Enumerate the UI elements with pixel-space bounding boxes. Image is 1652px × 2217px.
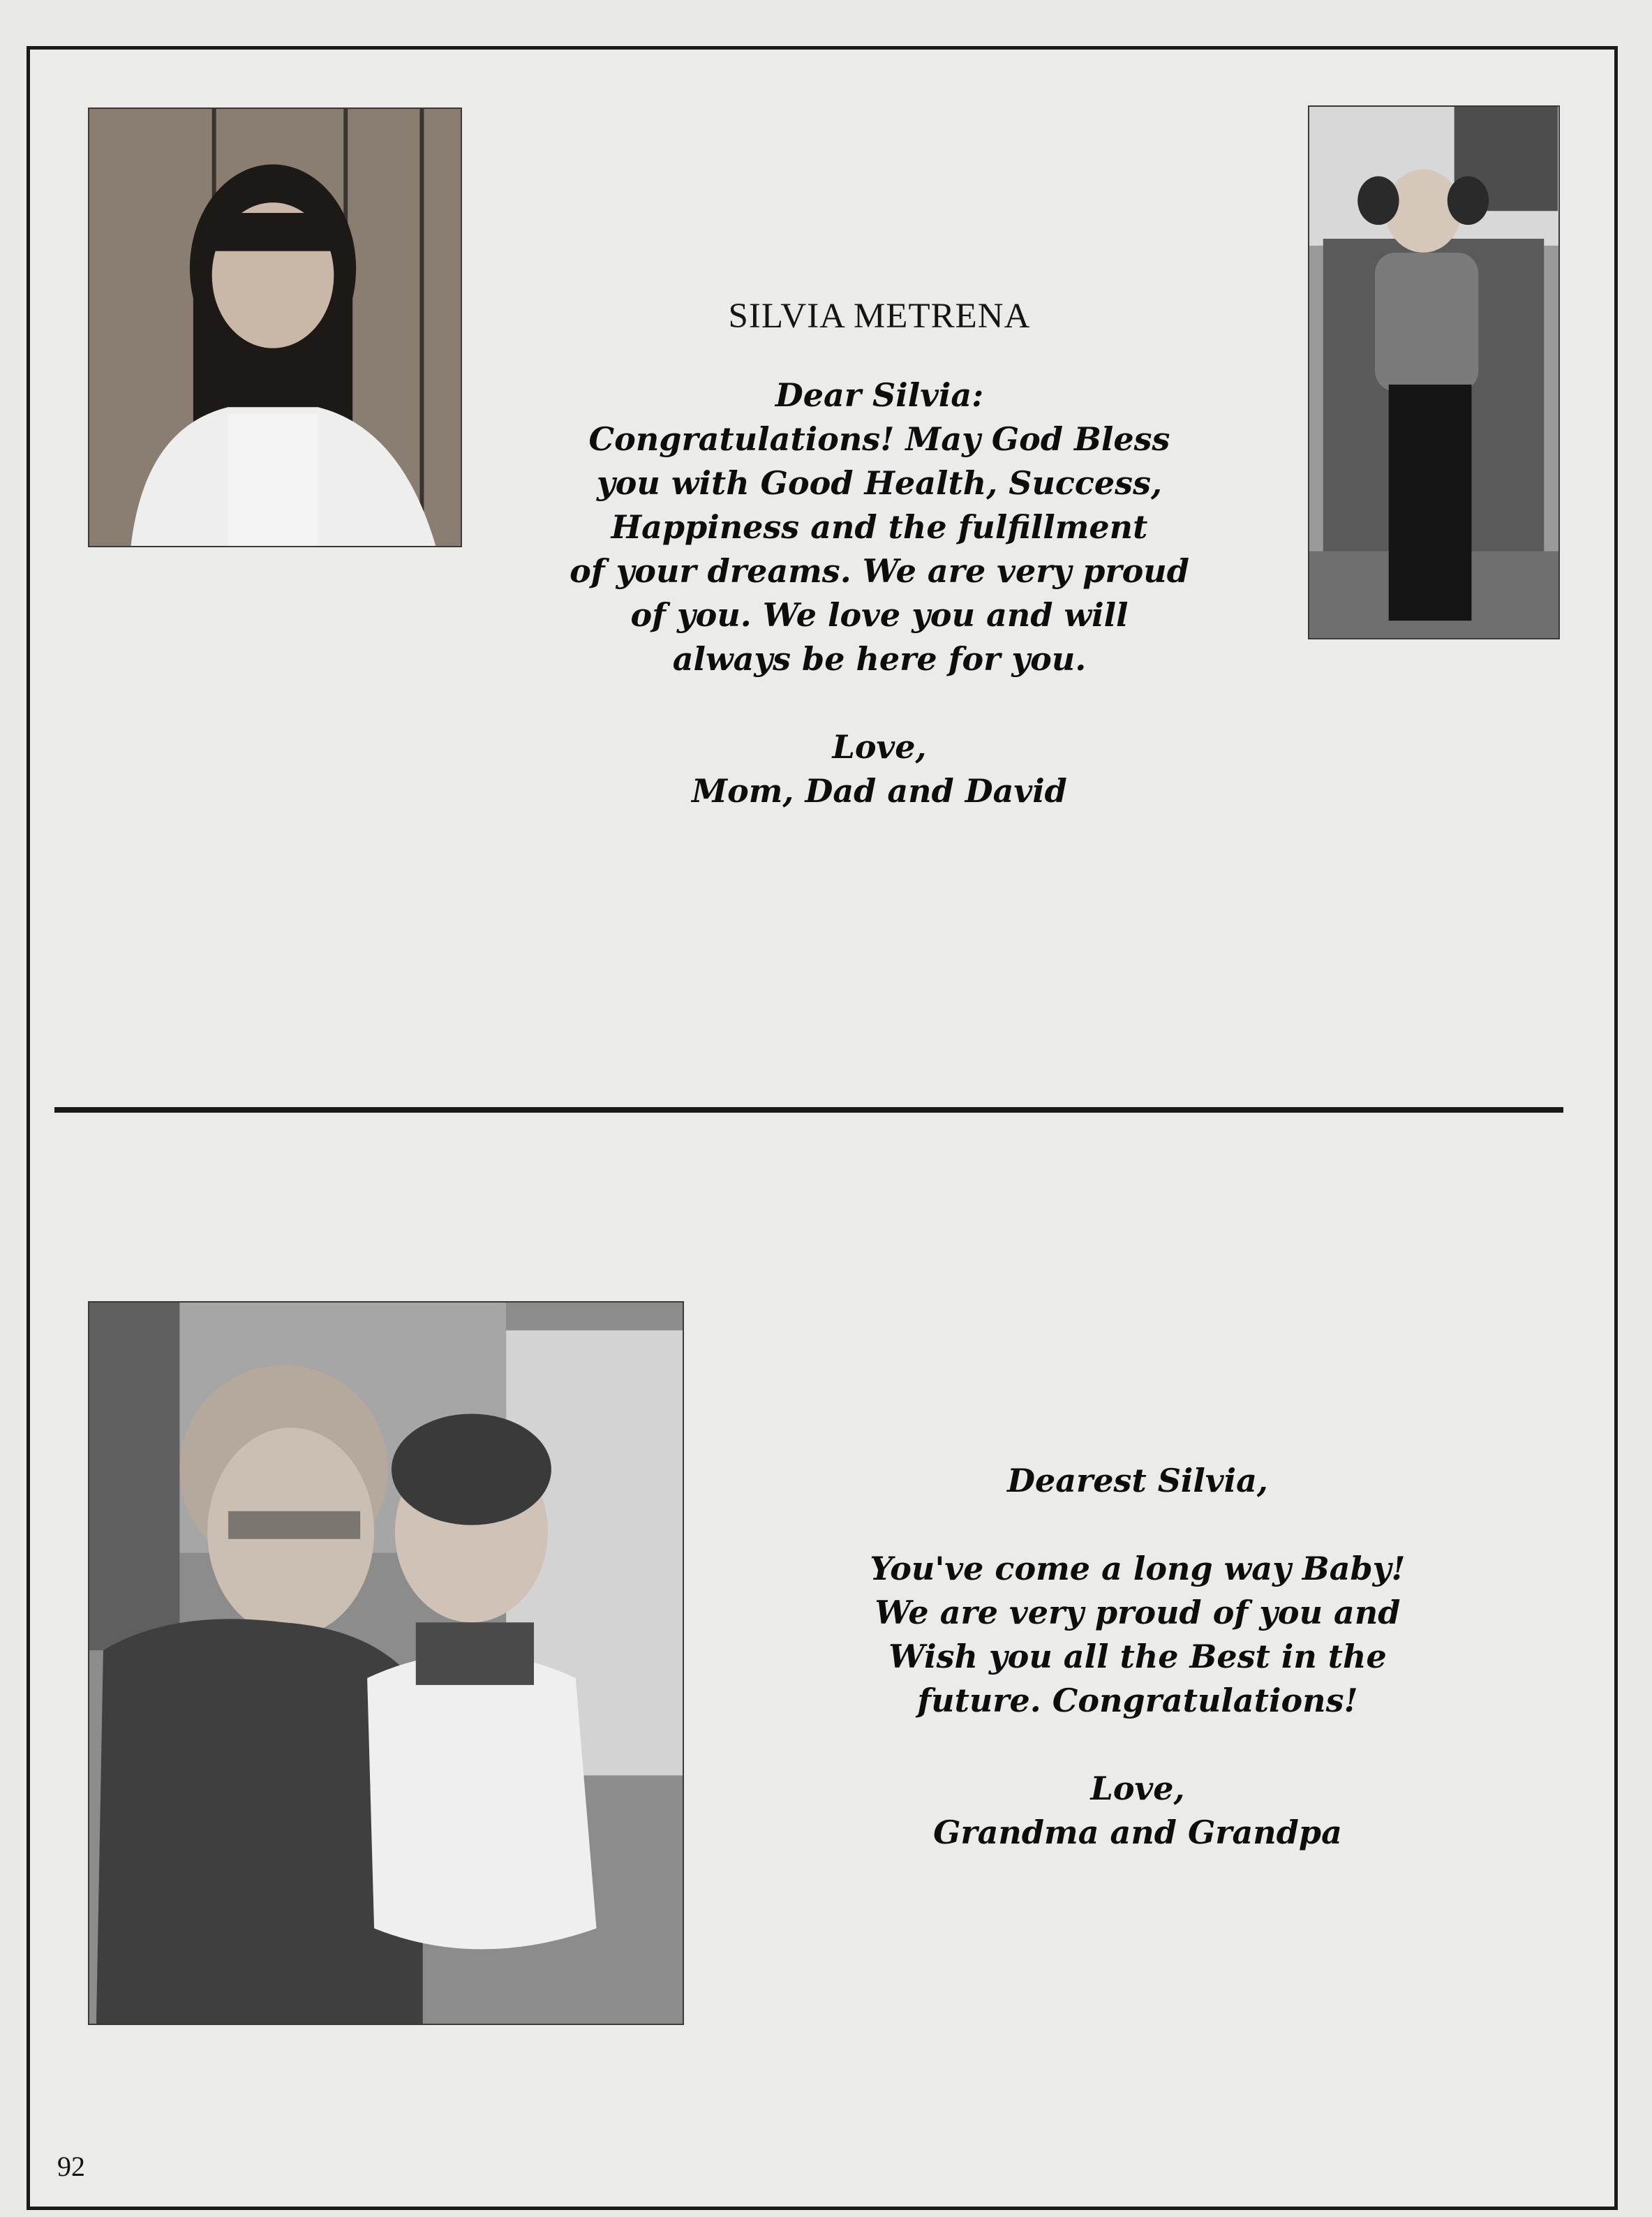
signature: Grandma and Grandpa: [933, 1814, 1342, 1851]
portrait-photo-girl: [88, 107, 462, 547]
signature: Mom, Dad and David: [692, 772, 1067, 810]
greeting: Dearest Silvia,: [1007, 1462, 1268, 1499]
toddler-photo: [1308, 105, 1560, 639]
message-line: of you. We love you and will: [630, 596, 1129, 634]
grandmother-baby-photo: [88, 1301, 684, 2025]
message-line: of your dreams. We are very proud: [570, 552, 1189, 590]
page-number: 92: [57, 2151, 85, 2182]
message-line: future. Congratulations!: [917, 1682, 1358, 1719]
closing: Love,: [1090, 1770, 1185, 1807]
message-line: you with Good Health, Success,: [597, 464, 1162, 502]
grandparents-message: [754, 1459, 1521, 1855]
message-line: Congratulations! May God Bless: [588, 420, 1170, 458]
message-line: Wish you all the Best in the: [888, 1638, 1387, 1675]
parents-message: [489, 373, 1270, 813]
student-name-title: SILVIA METRENA: [728, 297, 1031, 336]
closing: Love,: [832, 728, 927, 766]
message-line: You've come a long way Baby!: [870, 1550, 1406, 1587]
message-line: We are very proud of you and: [875, 1594, 1401, 1631]
message-line: Dear Silvia:: [775, 376, 984, 414]
section-divider: [54, 1107, 1563, 1113]
message-line: Happiness and the fulfillment: [611, 508, 1148, 546]
message-line: always be here for you.: [672, 640, 1087, 678]
